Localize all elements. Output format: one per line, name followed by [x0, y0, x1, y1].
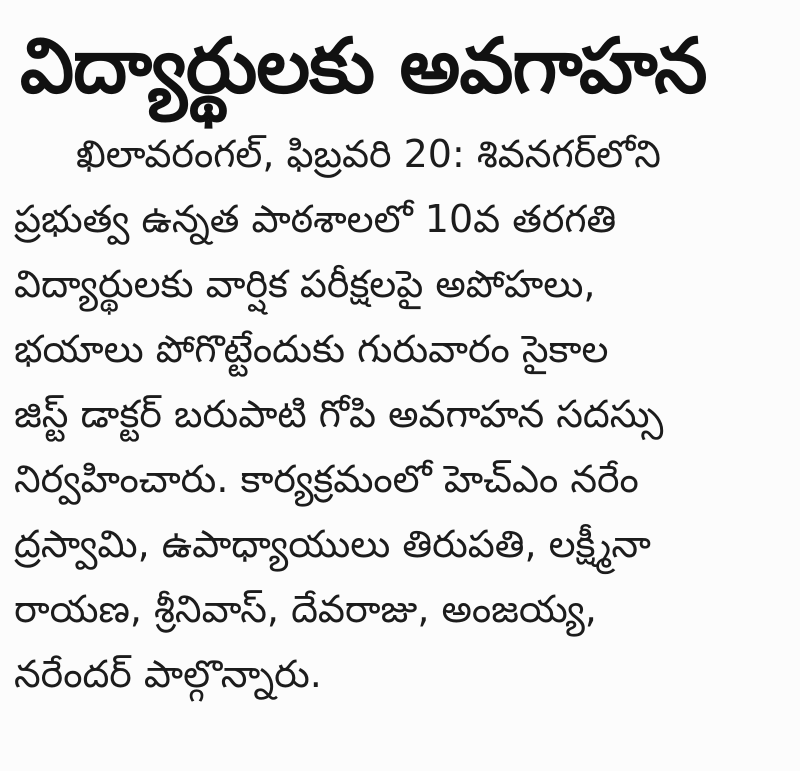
body-line: విద్యార్థులకు వార్షిక పరీక్షలపై అపోహలు, — [14, 262, 596, 306]
body-line: ఖిలావరంగల్, ఫిబ్రవరి 20: శివనగర్‌లోని — [76, 132, 661, 176]
body-line: నిర్వహించారు. కార్యక్రమంలో హెచ్‌ఎం నరేం — [14, 457, 639, 501]
body-line: భయాలు పోగొట్టేందుకు గురువారం సైకాల — [14, 327, 609, 371]
body-line: ప్రభుత్వ ఉన్నత పాఠశాలలో 10వ తరగతి — [14, 197, 617, 241]
body-line: ద్రస్వామి, ఉపాధ్యాయులు తిరుపతి, లక్ష్మీనా — [14, 522, 651, 566]
body-line: రాయణ, శ్రీనివాస్, దేవరాజు, అంజయ్య, — [14, 587, 597, 631]
body-line: నరేందర్ పాల్గొన్నారు. — [14, 652, 322, 696]
body-line: జిస్ట్ డాక్టర్ బరుపాటి గోపి అవగాహన సదస్సు — [14, 392, 664, 436]
article-body — [14, 122, 798, 707]
headline: విద్యార్థులకు అవగాహన — [20, 21, 707, 110]
